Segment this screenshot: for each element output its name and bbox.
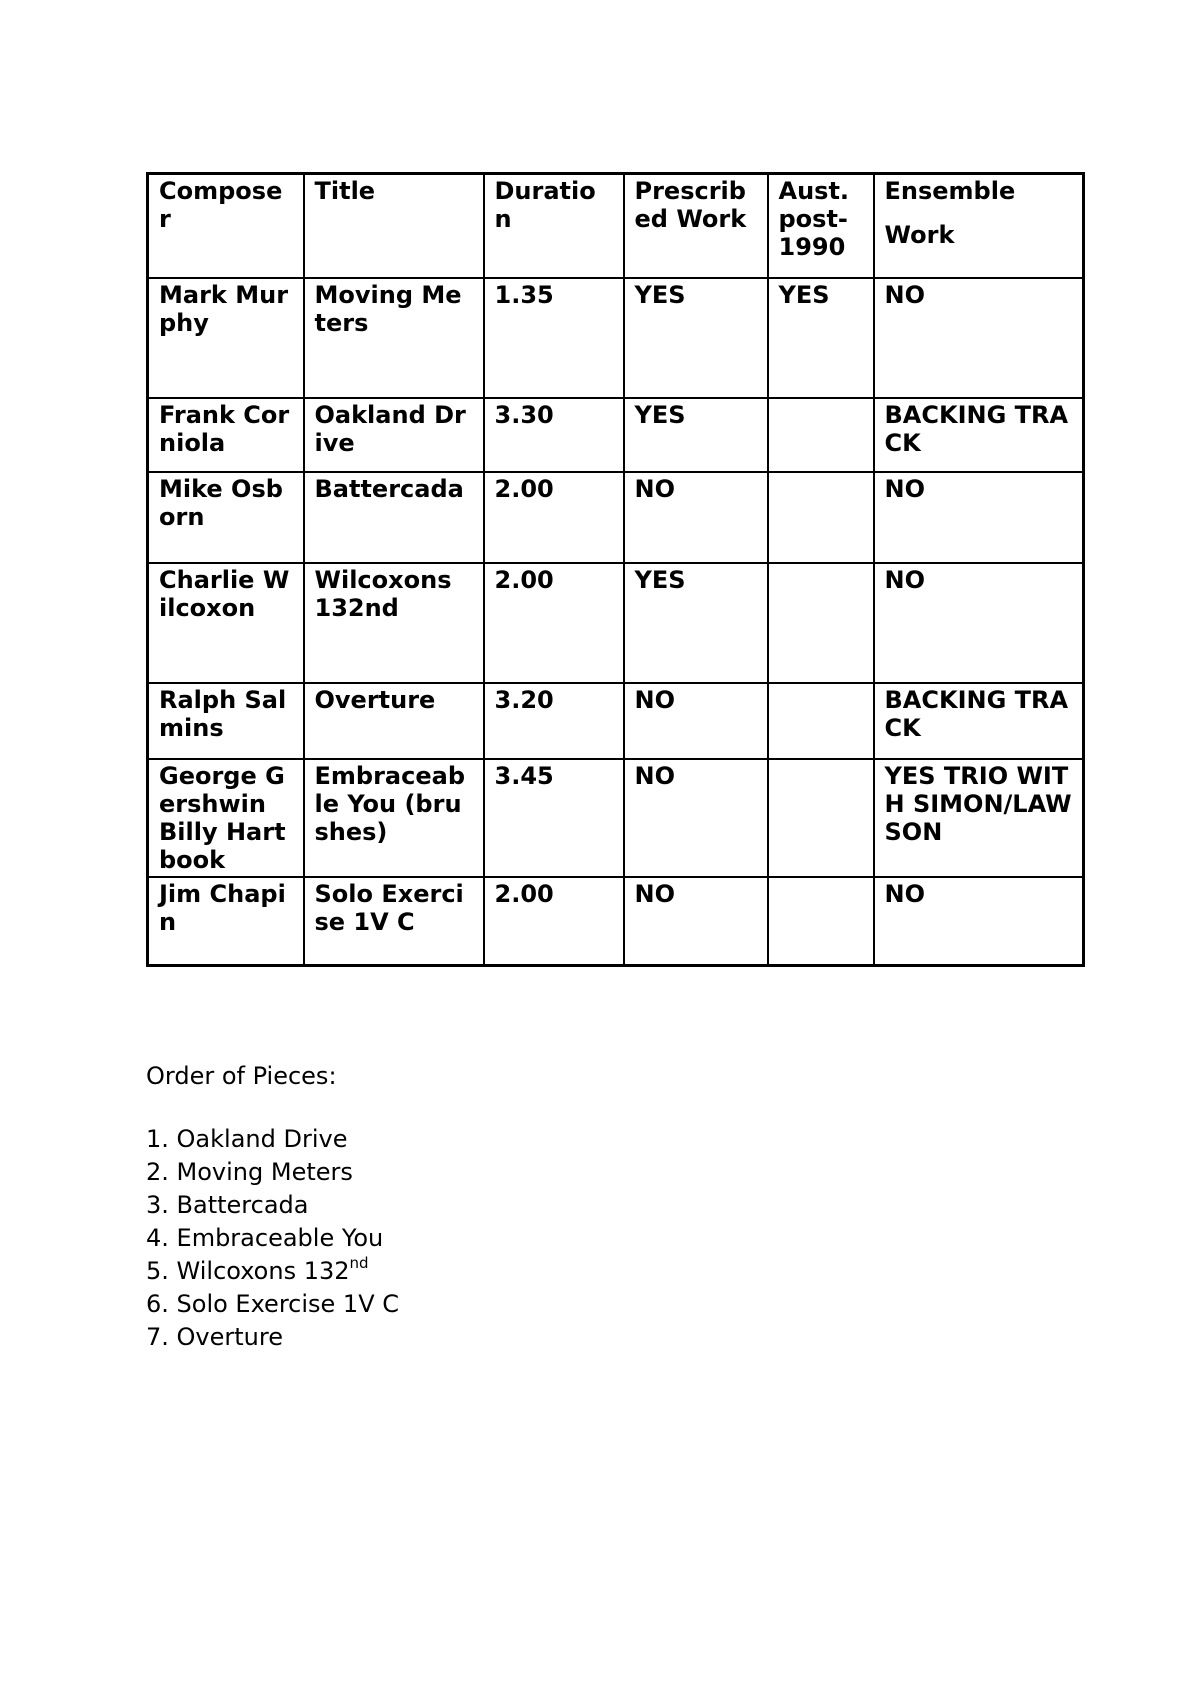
ensemble-cell: NO xyxy=(874,877,1084,965)
ensemble-cell: NO xyxy=(874,563,1084,683)
composer-cell: Jim Chapin xyxy=(148,877,304,965)
list-item-text: 7. Overture xyxy=(146,1323,283,1351)
duration-cell: 3.20 xyxy=(484,683,624,759)
prescribed-cell: YES xyxy=(624,398,768,472)
list-item xyxy=(146,1321,399,1354)
aust-cell xyxy=(768,472,874,563)
list-item-text: 1. Oakland Drive xyxy=(146,1125,348,1153)
repertoire-table xyxy=(146,172,1085,967)
table-row xyxy=(148,398,1084,472)
list-item xyxy=(146,1288,399,1321)
list-item xyxy=(146,1189,399,1222)
header-aust-post-1990: Aust. post-1990 xyxy=(768,174,874,279)
title-cell: Battercada xyxy=(304,472,484,563)
header-composer: Compose r xyxy=(148,174,304,279)
duration-cell: 3.45 xyxy=(484,759,624,877)
table-row xyxy=(148,683,1084,759)
order-of-pieces xyxy=(146,1060,399,1354)
composer-cell: George Gershwin Billy Hart book xyxy=(148,759,304,877)
aust-cell xyxy=(768,563,874,683)
header-title: Title xyxy=(304,174,484,279)
prescribed-cell: NO xyxy=(624,877,768,965)
ensemble-cell: BACKING TRACK xyxy=(874,398,1084,472)
aust-cell xyxy=(768,877,874,965)
title-cell: Embraceable You (brushes) xyxy=(304,759,484,877)
header-ensemble-work: Work xyxy=(884,221,955,249)
title-cell: Overture xyxy=(304,683,484,759)
table-row xyxy=(148,759,1084,877)
composer-cell: Ralph Salmins xyxy=(148,683,304,759)
table-row xyxy=(148,877,1084,965)
title-cell: Oakland Drive xyxy=(304,398,484,472)
order-title: Order of Pieces: xyxy=(146,1062,337,1090)
list-item-text: 3. Battercada xyxy=(146,1191,309,1219)
list-item xyxy=(146,1156,399,1189)
duration-cell: 1.35 xyxy=(484,278,624,398)
table-row xyxy=(148,563,1084,683)
prescribed-cell: YES xyxy=(624,278,768,398)
duration-cell: 3.30 xyxy=(484,398,624,472)
header-ensemble xyxy=(874,174,1084,279)
header-ensemble-label: Ensemble xyxy=(884,177,1016,205)
aust-cell: YES xyxy=(768,278,874,398)
composer-cell: Charlie Wilcoxon xyxy=(148,563,304,683)
table-row xyxy=(148,278,1084,398)
title-cell: Solo Exercise 1V C xyxy=(304,877,484,965)
header-duration: Duratio n xyxy=(484,174,624,279)
list-item-text: 5. Wilcoxons 132 xyxy=(146,1257,350,1285)
header-prescribed-work: Prescrib ed Work xyxy=(624,174,768,279)
order-list xyxy=(146,1123,399,1354)
composer-cell: Mike Osborn xyxy=(148,472,304,563)
list-item-text: 4. Embraceable You xyxy=(146,1224,384,1252)
list-item xyxy=(146,1222,399,1255)
ensemble-cell: YES TRIO WITH SIMON/LAWSON xyxy=(874,759,1084,877)
list-item xyxy=(146,1123,399,1156)
composer-cell: Frank Corniola xyxy=(148,398,304,472)
table-header-row xyxy=(148,174,1084,279)
aust-cell xyxy=(768,759,874,877)
table-row xyxy=(148,472,1084,563)
prescribed-cell: NO xyxy=(624,759,768,877)
ensemble-cell: NO xyxy=(874,472,1084,563)
duration-cell: 2.00 xyxy=(484,563,624,683)
composer-cell: Mark Murphy xyxy=(148,278,304,398)
aust-cell xyxy=(768,683,874,759)
duration-cell: 2.00 xyxy=(484,877,624,965)
ordinal-suffix: nd xyxy=(349,1254,369,1272)
list-item-text: 6. Solo Exercise 1V C xyxy=(146,1290,399,1318)
title-cell: Wilcoxons 132nd xyxy=(304,563,484,683)
list-item xyxy=(146,1255,399,1288)
prescribed-cell: YES xyxy=(624,563,768,683)
aust-cell xyxy=(768,398,874,472)
prescribed-cell: NO xyxy=(624,472,768,563)
duration-cell: 2.00 xyxy=(484,472,624,563)
title-cell: Moving Meters xyxy=(304,278,484,398)
ensemble-cell: BACKING TRACK xyxy=(874,683,1084,759)
list-item-text: 2. Moving Meters xyxy=(146,1158,353,1186)
prescribed-cell: NO xyxy=(624,683,768,759)
ensemble-cell: NO xyxy=(874,278,1084,398)
